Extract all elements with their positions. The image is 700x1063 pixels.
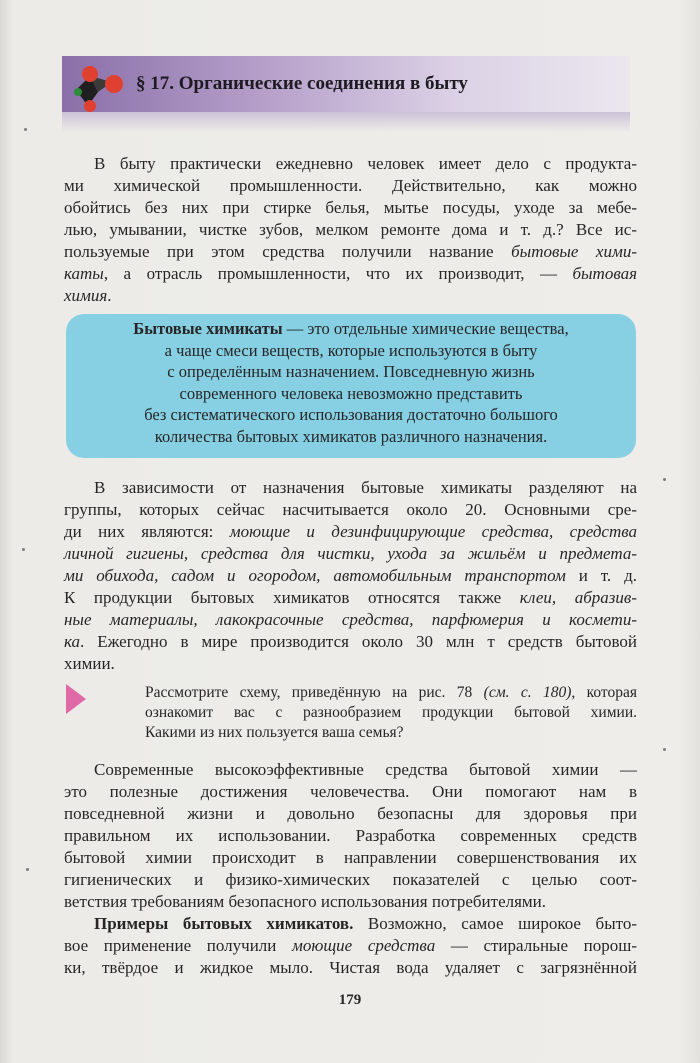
text-line: правильном их использовании. Разработка современных средств [64,826,637,845]
text-line: К продукции бытовых химикатов относятся также клеи, абразив- [64,588,637,607]
text-line: гигиенических и физико-химических показателей с целью соот- [64,870,637,889]
text-line: Примеры бытовых химикатов. Возможно, самое широкое быто- [94,914,637,933]
definition-line: с определённым назначением. Повседневную жизнь [167,362,535,381]
text-line: обойтись без них при стирке белья, мытье посуды, уходе за мебе- [64,198,637,217]
definition-line: современного человека невозможно представить [179,383,523,403]
scan-speck [26,868,29,871]
scan-speck [24,128,27,131]
text-line: ветствия требованиям безопасного использования потребителями. [64,892,547,911]
text-line: это полезные достижения человечества. Они помогают нам в [64,782,637,801]
task-line: Какими из них пользуется ваша семья? [145,724,404,741]
text-line: ми химической промышленности. Действительно, как можно [64,176,637,195]
text-line: ми обихода, садом и огородом, автомобильным транспортом и т. д. [64,566,637,585]
definition-line: Бытовые химикаты — это отдельные химические вещества, [133,319,569,338]
text-line: химии. [64,654,115,673]
text-line: группы, которых сейчас насчитывается около 20. Основными сре- [64,500,637,519]
molecule-icon [68,62,126,114]
text-line: ки, твёрдое и жидкое мыло. Чистая вода удаляет с загрязнённой [64,958,637,977]
task-line: ознакомит вас с разнообразием продукции бытовой химии. [145,704,637,721]
definition-line: количества бытовых химикатов различного назначения. [154,426,548,446]
task-triangle-icon [66,684,86,714]
task-question [145,683,637,743]
text-line: В быту практически ежедневно человек имеет дело с продукта- [94,154,637,173]
task-line: Рассмотрите схему, приведённую на рис. 78 (см. с. 180), которая [145,684,637,701]
modern-paragraph [64,759,637,913]
definition-line: а чаще смеси веществ, которые используются в быту [164,340,538,360]
section-header-fade [62,112,630,132]
text-line: ные материалы, лакокрасочные средства, парфюмерия и космети- [64,610,637,629]
definition-term: Бытовые химикаты [133,319,283,338]
text-line: Современные высокоэффективные средства бытовой химии — [94,760,637,779]
text-line: вое применение получили моющие средства — стиральные порош- [64,936,637,955]
text-line: каты, а отрасль промышленности, что их производит, — бытовая [64,264,637,283]
definition-line: без систематического использования достаточно большого [144,405,558,424]
text-line: лью, умывании, чистке зубов, мелком ремонте дома и т. д.? Все ис- [64,220,637,239]
text-line: В зависимости от назначения бытовые химикаты разделяют на [94,478,637,497]
text-line: ка. Ежегодно в мире производится около 30 млн т средств бытовой [64,632,637,651]
scan-speck [663,478,666,481]
text-line: бытовой химии происходит в направлении совершенствования их [64,848,637,867]
examples-heading: Примеры бытовых химикатов. [94,914,354,933]
scan-speck [663,748,666,751]
classification-paragraph [64,477,637,675]
definition-text [66,318,636,447]
text-line: личной гигиены, средства для чистки, ухода за жильём и предмета- [64,544,637,563]
text-line: повседневной жизни и довольно безопасны для здоровья при [64,804,637,823]
text-line: химия. [64,286,112,305]
intro-paragraph [64,153,637,307]
examples-paragraph [64,913,637,979]
text-line: ди них являются: моющие и дезинфицирующие средства, средства [64,522,637,541]
section-title: § 17. Органические соединения в быту [136,73,468,94]
text-line: пользуемые при этом средства получили название бытовые хими- [64,242,637,261]
scan-speck [22,548,25,551]
page-number: 179 [338,992,362,1008]
